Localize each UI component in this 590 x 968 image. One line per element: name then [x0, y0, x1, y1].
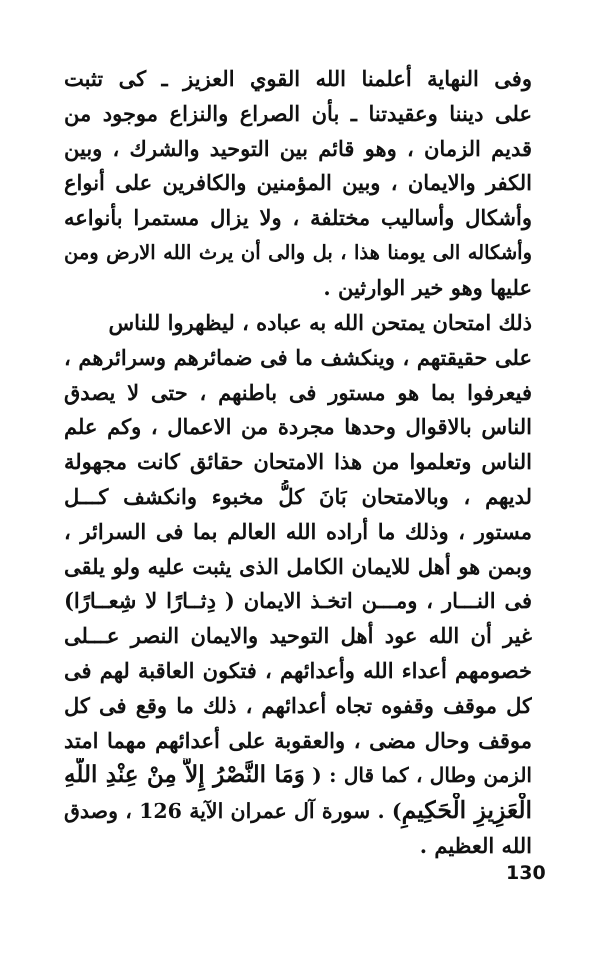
text-line: فى النـــار ، ومـــن اتخـذ الايمان ( دِثــارًا لا شِعــارًا): [64, 588, 532, 614]
text-line: على ديننا وعقيدتنا ـ بأن الصراع والنزاع موجود من: [64, 100, 532, 126]
text-line: الكفر والايمان ، وبين المؤمنين والكافرين على أنواع: [64, 170, 532, 196]
quote-line: [64, 758, 532, 793]
text-line: ذلك امتحان يمتحن الله به عباده ، ليظهروا للناس: [108, 310, 532, 335]
quran-verse-part-1: وَمَا النَّصْرُ إِلاَّ مِنْ عِنْدِ اللَّهِ: [64, 761, 305, 789]
paragraph-1: [64, 62, 532, 306]
quran-verse-part-2: الْعَزِيزِ الْحَكِيمِ: [401, 796, 532, 825]
text-line: لديهم ، وبالامتحان بَانَ كلُّ مخبوء وانكشف كـــل: [64, 483, 532, 509]
citation: ) . سورة آل عمران الآية 126 ، وصدق: [64, 799, 402, 824]
text-line: وأشكال وأساليب مختلفة ، ولا يزال مستمرا بأنواعه: [64, 205, 532, 231]
text-line: كل موقف وقفوه تجاه أعدائهم ، ذلك ما وقع فى كل: [64, 692, 532, 718]
paragraph-2: [64, 306, 532, 864]
citation-line: [64, 793, 532, 829]
text-line: فيعرفوا بما هو مستور فى باطنهم ، حتى لا يصدق: [64, 379, 532, 405]
page-number: 130: [506, 862, 546, 884]
text-line: وأشكاله الى يومنا هذا ، بل والى أن يرث الله الارض ومن: [64, 240, 532, 264]
text-line: غير أن الله عود أهل التوحيد والايمان النصر عـــلى: [64, 623, 532, 649]
text-line: وفى النهاية أعلمنا الله القوي العزيز ـ كى تثبت: [64, 66, 532, 91]
closing-line: الله العظيم .: [419, 832, 532, 858]
text-line: مستور ، وذلك ما أراده الله العالم بما فى السرائر ،: [64, 518, 532, 544]
text-line: وبمن هو أهل للايمان الكامل الذى يثبت عليه ولو يلقى: [64, 553, 532, 579]
quote-intro: الزمن وطال ، كما قال : (: [312, 763, 532, 788]
text-line: خصومهم أعداء الله وأعدائهم ، فتكون العاقبة لهم فى: [64, 657, 532, 683]
text-line: الناس وتعلموا من هذا الامتحان حقائق كانت مجهولة: [64, 449, 532, 475]
text-line: عليها وهو خير الوارثين .: [323, 274, 532, 300]
text-line: الناس بالاقوال وحدها مجردة من الاعمال ، وكم علم: [64, 414, 532, 440]
text-line: قديم الزمان ، وهو قائم بين التوحيد والشرك ، وبين: [64, 135, 532, 161]
text-line: على حقيقتهم ، وينكشف ما فى ضمائرهم وسرائرهم ،: [64, 344, 532, 370]
text-line: موقف وحال مضى ، والعقوبة على أعدائهم مهما امتد: [64, 727, 532, 753]
